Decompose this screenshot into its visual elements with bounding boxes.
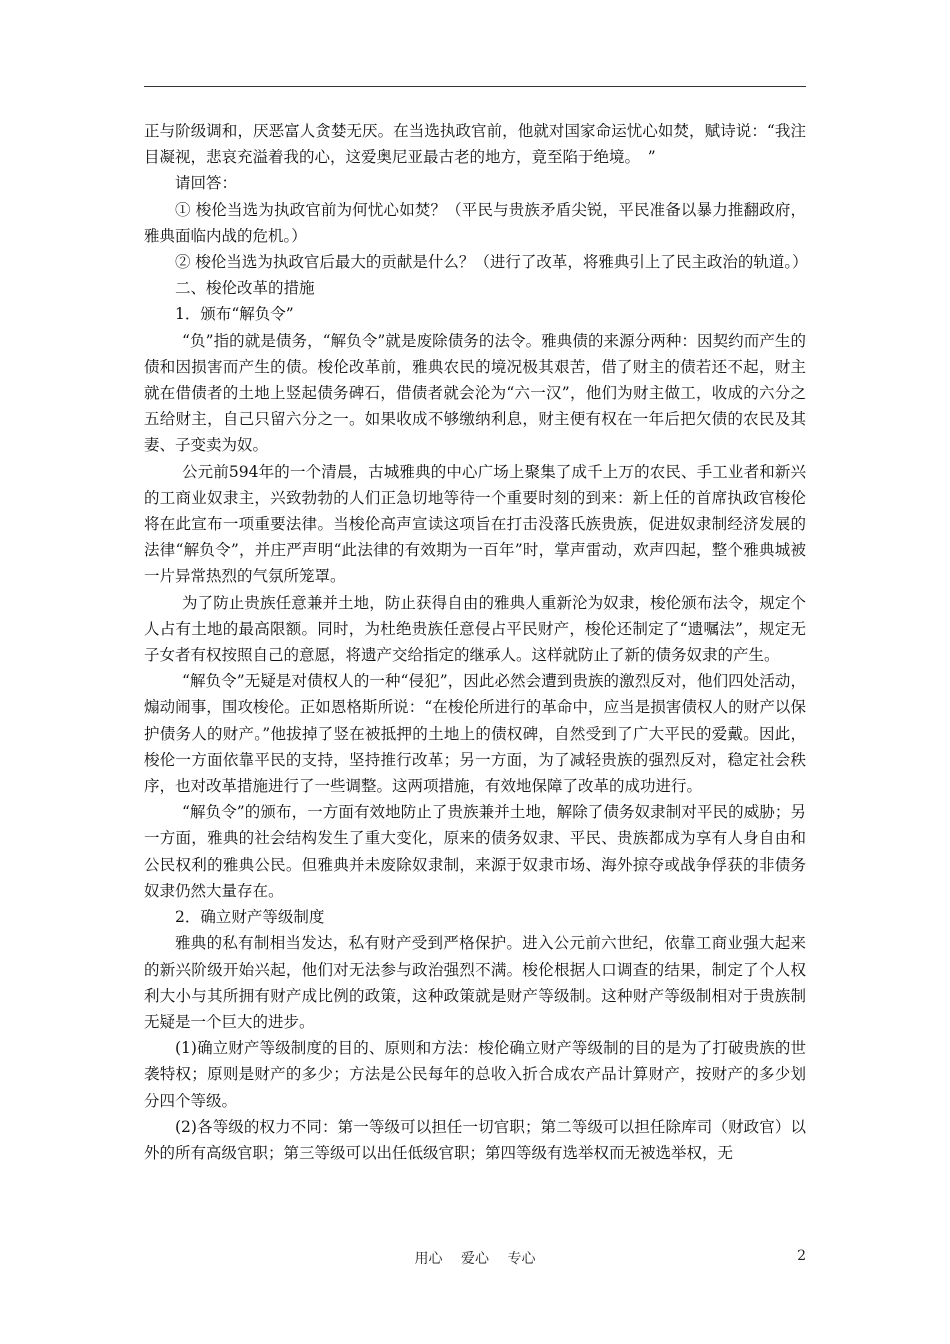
paragraph-594bc: 公元前594年的一个清晨，古城雅典的中心广场上聚集了成千上万的农民、手工业者和新兴的工商业奴隶主，兴致勃勃的人们正急切地等待一个重要时刻的到来：新上任的首席执政官梭伦将在此宣布一项重要法律。当梭伦高声宣读这项旨在打击没落氏族贵族，促进奴隶制经济发展的法律“解负令”，并庄严声明“此法律的有效期为一百年”时，掌声雷动，欢声四起，整个雅典城被一片异常热烈的气氛所笼罩。 bbox=[144, 462, 806, 586]
header-rule bbox=[144, 86, 806, 87]
paragraph-land-limit: 为了防止贵族任意兼并土地，防止获得自由的雅典人重新沦为奴隶，梭伦颁布法令，规定个人占有土地的最高限额。同时，为杜绝贵族任意侵占平民财产，梭伦还制定了“遗嘱法”，规定无子女者有权按照自己的意愿，将遗产交给指定的继承人。这样就防止了新的债务奴隶的产生。 bbox=[144, 593, 806, 665]
paragraph-private-property: 雅典的私有制相当发达，私有财产受到严格保护。进入公元前六世纪，依靠工商业强大起来的新兴阶级开始兴起，他们对无法参与政治强烈不满。梭伦根据人口调查的结果，制定了个人权利大小与其所拥有财产成比例的政策，这种政策就是财产等级制。这种财产等级制相对于贵族制无疑是一个巨大的进步。 bbox=[144, 934, 806, 1031]
footer-motto: 用心 爱心 专心 bbox=[414, 1251, 536, 1267]
section-heading-reform-measures: 二、梭伦改革的措施 bbox=[175, 279, 315, 298]
paragraph-class-purpose: (1)确立财产等级制度的目的、原则和方法：梭伦确立财产等级制的目的是为了打破贵族的世袭特权；原则是财产的多少；方法是公民每年的总收入折合成农产品计算财产，按财产的多少划分四个等级。 bbox=[144, 1039, 806, 1110]
paragraph-poem-context: 正与阶级调和，厌恶富人贪婪无厌。在当选执政官前，他就对国家命运忧心如焚，赋诗说：“我注目凝视，悲哀充溢着我的心，这爱奥尼亚最古老的地方，竟至陷于绝境。 ” bbox=[144, 122, 806, 167]
paragraph-opposition: “解负令”无疑是对债权人的一种“侵犯”，因此必然会遭到贵族的激烈反对，他们四处活动，煽动闹事，围攻梭伦。正如恩格斯所说：“在梭伦所进行的革命中，应当是损害债权人的财产以保护债务人的财产。”他拔掉了竖在被抵押的土地上的债权碑，自然受到了广大平民的爱戴。因此，梭伦一方面依靠平民的支持，坚持推行改革；另一方面，为了减轻贵族的强烈反对，稳定社会秩序，也对改革措施进行了一些调整。这两项措施，有效地保障了改革的成功进行。 bbox=[144, 672, 806, 796]
page-number: 2 bbox=[797, 1248, 806, 1264]
paragraph-please-answer: 请回答： bbox=[175, 174, 238, 193]
question-1: ① 梭伦当选为执政官前为何忧心如焚？（平民与贵族矛盾尖锐，平民准备以暴力推翻政府，雅典面临内战的危机。） bbox=[144, 200, 806, 245]
paragraph-effects: “解负令”的颁布，一方面有效地防止了贵族兼并土地，解除了债务奴隶制对平民的威胁；另一方面，雅典的社会结构发生了重大变化，原来的债务奴隶、平民、贵族都成为享有人身自由和公民权利的雅典公民。但雅典并未废除奴隶制，来源于奴隶市场、海外掠夺或战争俘获的非债务奴隶仍然大量存在。 bbox=[144, 803, 806, 900]
subheading-debt-relief: 1．颁布“解负令” bbox=[175, 305, 294, 324]
subheading-property-classes: 2．确立财产等级制度 bbox=[175, 908, 325, 927]
document-body bbox=[144, 118, 806, 1166]
paragraph-debt-definition: “负”指的就是债务，“解负令”就是废除债务的法令。雅典债的来源分两种：因契约而产生的债和因损害而产生的债。梭伦改革前，雅典农民的境况极其艰苦，借了财主的债若还不起，财主就在借债者的土地上竖起债务碑石，借债者就会沦为“六一汉”，他们为财主做工，收成的六分之五给财主，自己只留六分之一。如果收成不够缴纳利息，财主便有权在一年后把欠债的农民及其妻、子变卖为奴。 bbox=[144, 331, 806, 455]
paragraph-class-powers: (2)各等级的权力不同：第一等级可以担任一切官职；第二等级可以担任除库司（财政官）以外的所有高级官职；第三等级可以出任低级官职；第四等级有选举权而无被选举权，无 bbox=[144, 1117, 806, 1162]
question-2: ② 梭伦当选为执政官后最大的贡献是什么？（进行了改革，将雅典引上了民主政治的轨道。） bbox=[175, 253, 808, 272]
